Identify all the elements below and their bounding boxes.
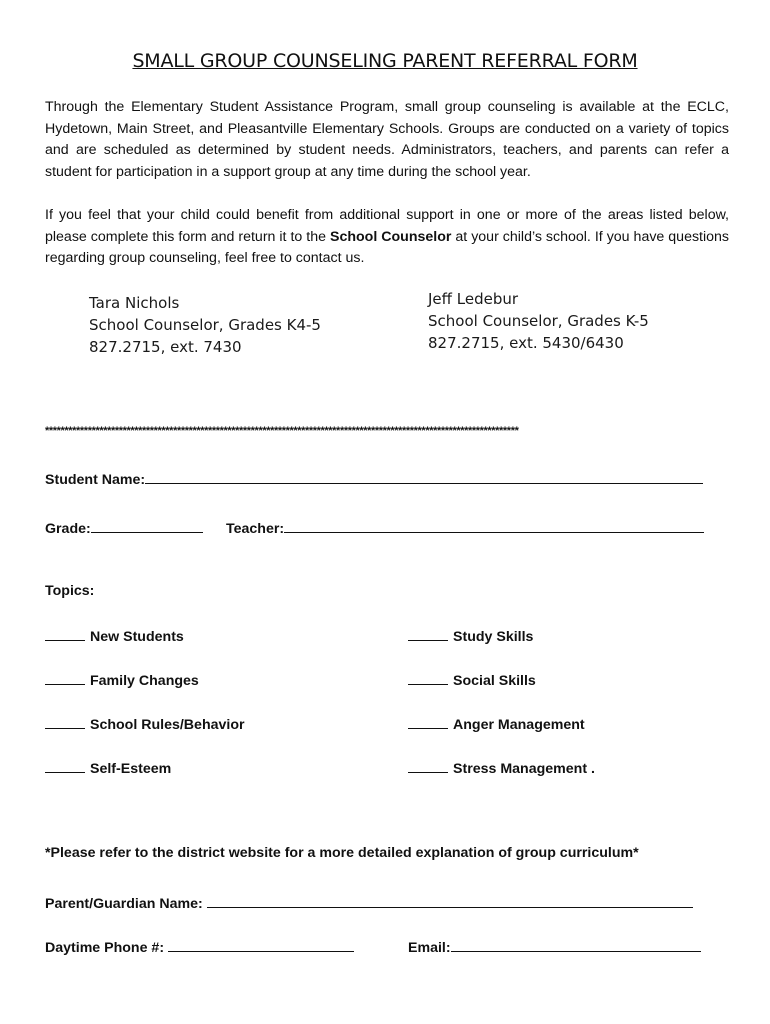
topic-label: Family Changes bbox=[90, 673, 199, 689]
topic-checkbox-blank[interactable] bbox=[408, 626, 448, 641]
topic-label: Stress Management . bbox=[453, 761, 595, 777]
counselor-phone: 827.2715, ext. 7430 bbox=[89, 338, 242, 356]
topic-item bbox=[45, 714, 245, 733]
intro-paragraph: Through the Elementary Student Assistance Program, small group counseling is available at the ECLC, Hydetown, Main Street, and Pleasantville Elementary Schools. Groups are conducted on a variety of topics and are scheduled as determined by student needs. Administrators, teachers, and parents can refer a student for participation in a support group at any time during the school year. bbox=[45, 99, 729, 180]
student-name-field[interactable] bbox=[145, 469, 703, 484]
instructions-text-a: If you feel that your child could benefit from additional support in one or more of the areas listed below, please complete this form and return it to the bbox=[45, 207, 729, 245]
counselor-role: School Counselor, Grades K4-5 bbox=[89, 316, 321, 334]
topic-checkbox-blank[interactable] bbox=[408, 758, 448, 773]
topic-checkbox-blank[interactable] bbox=[45, 758, 85, 773]
topic-item bbox=[408, 758, 595, 777]
phone-field[interactable] bbox=[168, 937, 354, 952]
curriculum-note: *Please refer to the district website for a more detailed explanation of group curriculum* bbox=[45, 845, 639, 861]
counselor-contact-2 bbox=[428, 288, 649, 354]
topic-label: New Students bbox=[90, 629, 184, 645]
teacher-field[interactable] bbox=[284, 518, 704, 533]
topic-item bbox=[408, 670, 536, 689]
instructions-paragraph bbox=[45, 205, 729, 270]
instructions-text-b: at your child’s school. If you have questions regarding group counseling, feel free to contact us. bbox=[45, 228, 730, 266]
topics-label: Topics: bbox=[45, 583, 95, 599]
topic-item bbox=[45, 758, 171, 777]
email-label: Email: bbox=[408, 940, 451, 956]
teacher-label: Teacher: bbox=[226, 521, 285, 537]
topic-checkbox-blank[interactable] bbox=[45, 626, 85, 641]
topic-item bbox=[408, 626, 533, 645]
topic-item bbox=[408, 714, 585, 733]
parent-name-row bbox=[45, 893, 693, 912]
grade-label: Grade: bbox=[45, 521, 91, 537]
topic-item bbox=[45, 670, 199, 689]
counselor-name: Tara Nichols bbox=[89, 294, 180, 312]
grade-field[interactable] bbox=[91, 518, 203, 533]
phone-row bbox=[45, 937, 354, 956]
topic-checkbox-blank[interactable] bbox=[45, 670, 85, 685]
counselor-contact-1 bbox=[89, 292, 321, 358]
counselor-name: Jeff Ledebur bbox=[428, 290, 519, 308]
counselor-role: School Counselor, Grades K-5 bbox=[428, 312, 649, 330]
topic-label: Anger Management bbox=[453, 717, 585, 733]
student-name-row bbox=[45, 469, 703, 488]
topic-checkbox-blank[interactable] bbox=[408, 714, 448, 729]
separator-line: ************************************************************************************************************************** bbox=[45, 425, 519, 437]
phone-label: Daytime Phone #: bbox=[45, 940, 165, 956]
form-title: SMALL GROUP COUNSELING PARENT REFERRAL FORM bbox=[132, 50, 638, 72]
student-name-label: Student Name: bbox=[45, 472, 146, 488]
teacher-row bbox=[226, 518, 704, 537]
topic-label: Social Skills bbox=[453, 673, 536, 689]
email-field[interactable] bbox=[451, 937, 701, 952]
topic-checkbox-blank[interactable] bbox=[45, 714, 85, 729]
instructions-bold-text: School Counselor bbox=[329, 228, 452, 245]
topic-label: Self-Esteem bbox=[90, 761, 172, 777]
topic-item bbox=[45, 626, 184, 645]
topic-label: School Rules/Behavior bbox=[90, 717, 245, 733]
topic-label: Study Skills bbox=[453, 629, 534, 645]
grade-row bbox=[45, 518, 203, 537]
email-row bbox=[408, 937, 701, 956]
parent-name-field[interactable] bbox=[207, 893, 693, 908]
parent-name-label: Parent/Guardian Name: bbox=[45, 896, 203, 912]
topic-checkbox-blank[interactable] bbox=[408, 670, 448, 685]
counselor-phone: 827.2715, ext. 5430/6430 bbox=[428, 334, 624, 352]
